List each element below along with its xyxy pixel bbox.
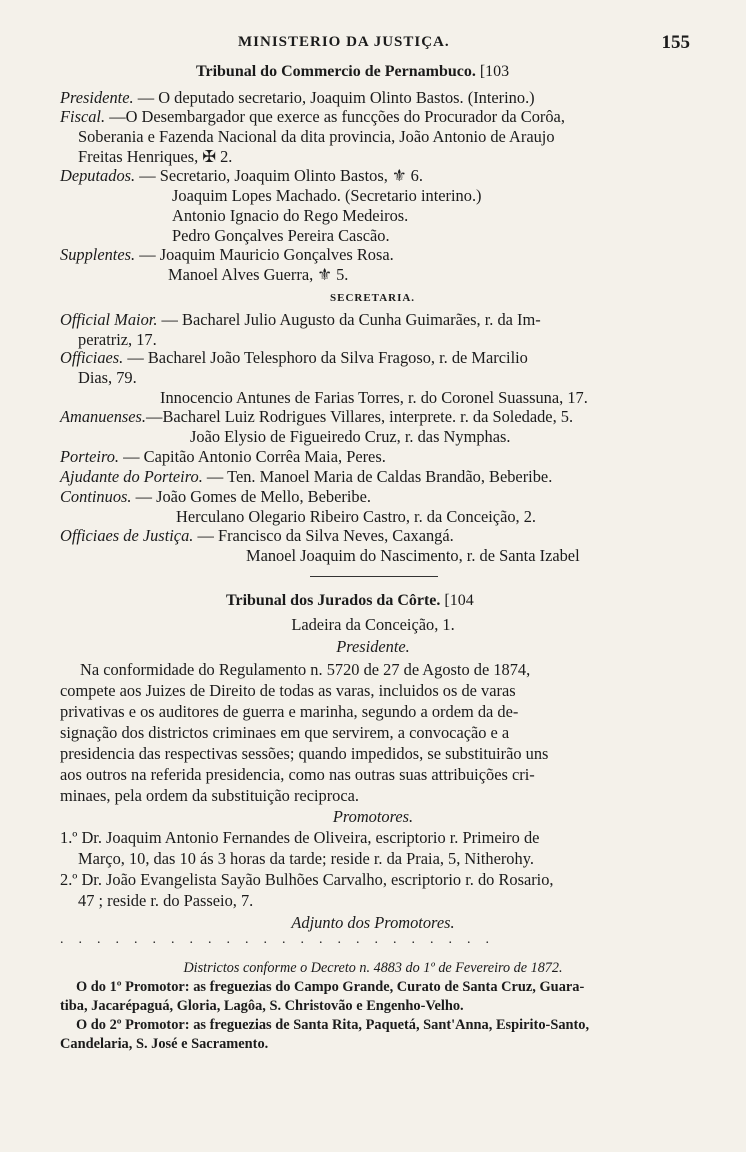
ajudante-label: Ajudante do Porteiro. — [60, 467, 203, 486]
porteiro-label: Porteiro. — [60, 447, 120, 466]
supplentes-label: Supplentes. — [60, 245, 136, 264]
officiaes-label: Officiaes. — [60, 348, 124, 367]
porteiro-line — [60, 447, 386, 467]
official-maior-line — [60, 310, 541, 330]
continuos-line — [60, 487, 371, 507]
continuos-text: — João Gomes de Mello, Beberibe. — [135, 487, 371, 506]
dot-leader: ........................ — [60, 932, 504, 947]
official-maior-line-2: peratriz, 17. — [78, 330, 157, 349]
section-title-jurados — [226, 592, 474, 610]
districto-2-line-2: Candelaria, S. José e Sacramento. — [60, 1036, 269, 1052]
promotor-1-line-2: Março, 10, das 10 ás 3 horas da tarde; reside r. da Praia, 5, Nitherohy. — [78, 849, 534, 868]
fiscal-label: Fiscal. — [60, 107, 106, 126]
continuos-line-2: Herculano Olegario Ribeiro Castro, r. da Conceição, 2. — [176, 507, 537, 526]
districto-2-line-1: O do 2º Promotor: as freguezias de Santa Rita, Paquetá, Sant'Anna, Espirito-Santo, — [76, 1017, 590, 1033]
paragraph-line-2: compete aos Juizes de Direito de todas as varas, incluidos os de varas — [60, 681, 516, 700]
deputados-line — [60, 166, 423, 186]
supplentes-line — [60, 245, 394, 265]
fiscal-line-3: Freitas Henriques, ✠ 2. — [78, 147, 233, 166]
official-maior-text: — Bacharel Julio Augusto da Cunha Guimarães, r. da Im- — [161, 310, 541, 329]
presidente-line — [60, 88, 535, 108]
fiscal-text: —O Desembargador que exerce as funcções do Procurador da Corôa, — [109, 107, 565, 126]
paragraph-line-7: minaes, pela ordem da substituição reciproca. — [60, 786, 360, 805]
officiaes-justica-line-2: Manoel Joaquim do Nascimento, r. de Santa Izabel — [246, 546, 580, 565]
promotores-heading: Promotores. — [332, 807, 414, 826]
promotor-2-line-2: 47 ; reside r. do Passeio, 7. — [78, 891, 254, 910]
jurados-presidente-heading: Presidente. — [336, 637, 410, 656]
presidente-text: — O deputado secretario, Joaquim Olinto Bastos. (Interino.) — [137, 88, 535, 107]
paragraph-line-5: presidencia das respectivas sessões; quando impedidos, se substituirão uns — [60, 744, 549, 763]
secretaria-heading: SECRETARIA. — [330, 292, 416, 304]
officiaes-text: — Bacharel João Telesphoro da Silva Fragoso, r. de Marcilio — [127, 348, 528, 367]
districto-1-line-1: O do 1º Promotor: as freguezias do Campo Grande, Curato de Santa Cruz, Guara- — [76, 979, 585, 995]
supplente-2: Manoel Alves Guerra, ⚜ 5. — [168, 265, 349, 284]
amanuenses-line-2: João Elysio de Figueiredo Cruz, r. das Nymphas. — [190, 427, 511, 446]
paragraph-line-6: aos outros na referida presidencia, como nas outras suas attribuições cri- — [60, 765, 535, 784]
adjunto-heading: Adjunto dos Promotores. — [291, 913, 455, 932]
section-code: [104 — [444, 592, 474, 609]
deputado-4: Pedro Gonçalves Pereira Cascão. — [172, 226, 390, 245]
districto-1-line-2: tiba, Jacarépaguá, Gloria, Lagôa, S. Christovão e Engenho-Velho. — [60, 998, 464, 1014]
page-number: 155 — [661, 32, 690, 53]
promotor-1-line-1: 1.º Dr. Joaquim Antonio Fernandes de Oliveira, escriptorio r. Primeiro de — [60, 828, 540, 847]
officiaes-line-2: Dias, 79. — [78, 368, 137, 387]
presidente-label: Presidente. — [60, 88, 134, 107]
section-title-text: Tribunal do Commercio de Pernambuco. — [196, 63, 476, 80]
fiscal-line — [60, 107, 565, 127]
deputado-2: Joaquim Lopes Machado. (Secretario interino.) — [172, 186, 482, 205]
porteiro-text: — Capitão Antonio Corrêa Maia, Peres. — [123, 447, 386, 466]
official-maior-label: Official Maior. — [60, 310, 158, 329]
paragraph-line-1: Na conformidade do Regulamento n. 5720 de 27 de Agosto de 1874, — [80, 660, 531, 679]
fiscal-line-2: Soberania e Fazenda Nacional da dita provincia, João Antonio de Araujo — [78, 127, 555, 146]
officiaes-justica-line — [60, 526, 454, 546]
continuos-label: Continuos. — [60, 487, 132, 506]
supplente-1: — Joaquim Mauricio Gonçalves Rosa. — [139, 245, 394, 264]
jurados-address: Ladeira da Conceição, 1. — [291, 615, 455, 634]
paragraph-line-4: signação dos districtos criminaes em que servirem, a convocação e a — [60, 723, 510, 742]
amanuenses-line — [60, 407, 573, 427]
amanuenses-label: Amanuenses. — [60, 407, 147, 426]
officiaes-line-3: Innocencio Antunes de Farias Torres, r. do Coronel Suassuna, 17. — [160, 388, 588, 407]
deputado-3: Antonio Ignacio do Rego Medeiros. — [172, 206, 409, 225]
section-code: [103 — [479, 63, 510, 80]
districtos-heading: Districtos conforme o Decreto n. 4883 do 1º de Fevereiro de 1872. — [183, 960, 563, 976]
promotor-2-line-1: 2.º Dr. João Evangelista Sayão Bulhões Carvalho, escriptorio r. do Rosario, — [60, 870, 554, 889]
running-header — [0, 34, 746, 58]
deputado-1: — Secretario, Joaquim Olinto Bastos, ⚜ 6. — [139, 166, 423, 185]
officiaes-justica-label: Officiaes de Justiça. — [60, 526, 194, 545]
ajudante-line — [60, 467, 552, 487]
paragraph-line-3: privativas e os auditores de guerra e marinha, segundo a ordem da de- — [60, 702, 519, 721]
officiaes-justica-text: — Francisco da Silva Neves, Caxangá. — [197, 526, 454, 545]
section-title-text: Tribunal dos Jurados da Côrte. — [226, 592, 441, 609]
ministry-title: MINISTERIO DA JUSTIÇA. — [238, 34, 450, 50]
section-title-commercio — [196, 63, 509, 81]
amanuenses-text: —Bacharel Luiz Rodrigues Villares, interprete. r. da Soledade, 5. — [146, 407, 574, 426]
deputados-label: Deputados. — [60, 166, 136, 185]
ajudante-text: — Ten. Manoel Maria de Caldas Brandão, Beberibe. — [206, 467, 553, 486]
section-divider — [310, 576, 438, 577]
officiaes-line — [60, 348, 528, 368]
